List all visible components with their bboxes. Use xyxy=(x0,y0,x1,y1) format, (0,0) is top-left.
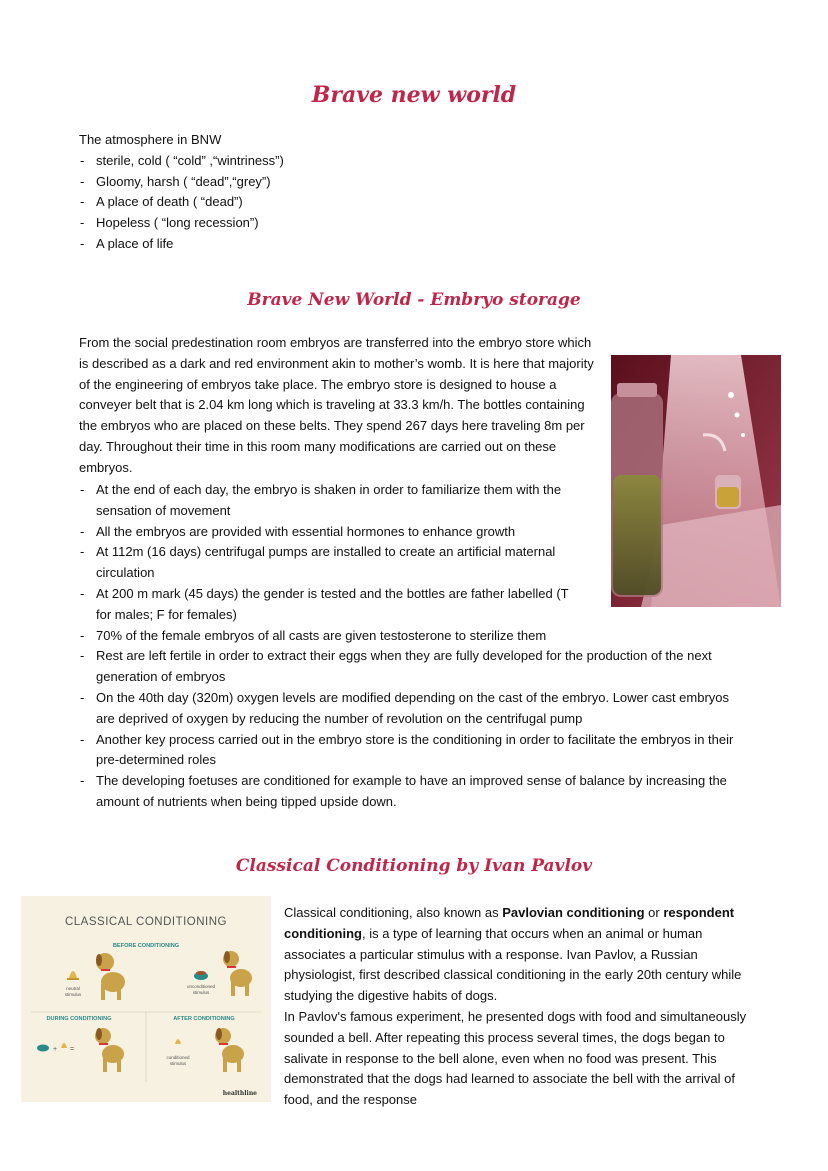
embryo-paragraph-block xyxy=(79,333,599,479)
neutral-stimulus-label-2: stimulus xyxy=(64,992,82,997)
embryo-process-list-block xyxy=(79,480,749,813)
conditioned-stimulus-label: conditioned xyxy=(166,1055,190,1060)
page-title: Brave new world xyxy=(311,82,517,108)
atmosphere-section xyxy=(79,130,479,255)
list-item: - A place of life xyxy=(79,234,479,255)
infographic-title: CLASSICAL CONDITIONING xyxy=(64,916,228,928)
svg-text:=: = xyxy=(70,1046,75,1053)
list-item: - Rest are left fertile in order to extract their eggs when they are fully developed for the production of the next generation of embryos xyxy=(79,646,749,688)
atmosphere-list xyxy=(79,151,479,255)
svg-text:+: + xyxy=(53,1046,58,1053)
list-item: - On the 40th day (320m) oxygen levels are modified depending on the cast of the embryo. Lower cast embryos are deprived of oxygen by reducing the number of revolution on the centrifugal pump xyxy=(79,688,749,730)
text-span: or xyxy=(644,905,664,920)
list-item: - At 112m (16 days) centrifugal pumps are installed to create an artificial maternal circulation xyxy=(79,542,749,584)
list-item: - Another key process carried out in the embryo store is the conditioning in order to facilitate the embryos in their pre-determined roles xyxy=(79,730,749,772)
after-label: AFTER CONDITIONING xyxy=(173,1016,235,1022)
text-span: Classical conditioning, also known as xyxy=(284,905,503,920)
neutral-stimulus-label: neutral xyxy=(66,986,80,991)
classical-conditioning-heading: Classical Conditioning by Ivan Pavlov xyxy=(235,856,593,876)
unconditioned-stimulus-label: unconditioned xyxy=(186,984,216,989)
healthline-logo: healthline xyxy=(222,1090,257,1097)
bold-term: respondent conditioning xyxy=(284,905,735,941)
before-label: BEFORE CONDITIONING xyxy=(112,943,180,949)
unconditioned-stimulus-label-2: stimulus xyxy=(192,990,210,995)
list-item: - All the embryos are provided with essential hormones to enhance growth xyxy=(79,522,749,543)
list-item: - Gloomy, harsh ( “dead”,“grey”) xyxy=(79,172,479,193)
list-item: - sterile, cold ( “cold” ,“wintriness”) xyxy=(79,151,479,172)
list-item: - Hopeless ( “long recession”) xyxy=(79,213,479,234)
embryo-storage-heading: Brave New World - Embryo storage xyxy=(247,290,581,310)
during-label: DURING CONDITIONING xyxy=(46,1016,112,1022)
embryo-paragraph: From the social predestination room embryos are transferred into the embryo store which is described as a dark and red environment akin to mother’s womb. It is here that majority of the engineering of embryos take place. The embryo store is designed to house a conveyer belt that is 2.04 km long which is traveling at 33.3 km/h. The bottles containing the embryos who are placed on these belts. They spend 267 days here traveling 8m per day. Throughout their time in this room many modifications are carried out on these embryos. xyxy=(79,335,594,475)
classical-conditioning-paragraph-1 xyxy=(284,903,754,1007)
list-item: - A place of death ( “dead”) xyxy=(79,192,479,213)
list-item: - At the end of each day, the embryo is shaken in order to familiarize them with the sensation of movement xyxy=(79,480,749,522)
text-span: , is a type of learning that occurs when an animal or human associates a particular stimulus with a response. Ivan Pavlov, a Russian physiologist, first described classical conditioning in the early 20th century while studying the digestive habits of dogs. xyxy=(284,925,742,1004)
list-item: - 70% of the female embryos of all casts are given testosterone to sterilize them xyxy=(79,626,749,647)
list-item: - The developing foetuses are conditioned for example to have an improved sense of balance by increasing the amount of nutrients when being tipped upside down. xyxy=(79,771,749,813)
atmosphere-intro: The atmosphere in BNW xyxy=(79,132,222,147)
classical-conditioning-text xyxy=(284,903,754,1111)
bold-term: Pavlovian conditioning xyxy=(502,905,645,920)
classical-conditioning-infographic xyxy=(21,896,271,1102)
embryo-process-list xyxy=(79,480,749,813)
list-item: - At 200 m mark (45 days) the gender is tested and the bottles are father labelled (T for males; F for females) xyxy=(79,584,749,626)
classical-conditioning-paragraph-2: In Pavlov's famous experiment, he presented dogs with food and simultaneously sounded a bell. After repeating this process several times, the dogs began to salivate in response to the bell alone, even when no food was present. This demonstrated that the dogs had learned to associate the bell with the arrival of food, and the response xyxy=(284,1008,747,1108)
conditioned-stimulus-label-2: stimulus xyxy=(169,1061,187,1066)
